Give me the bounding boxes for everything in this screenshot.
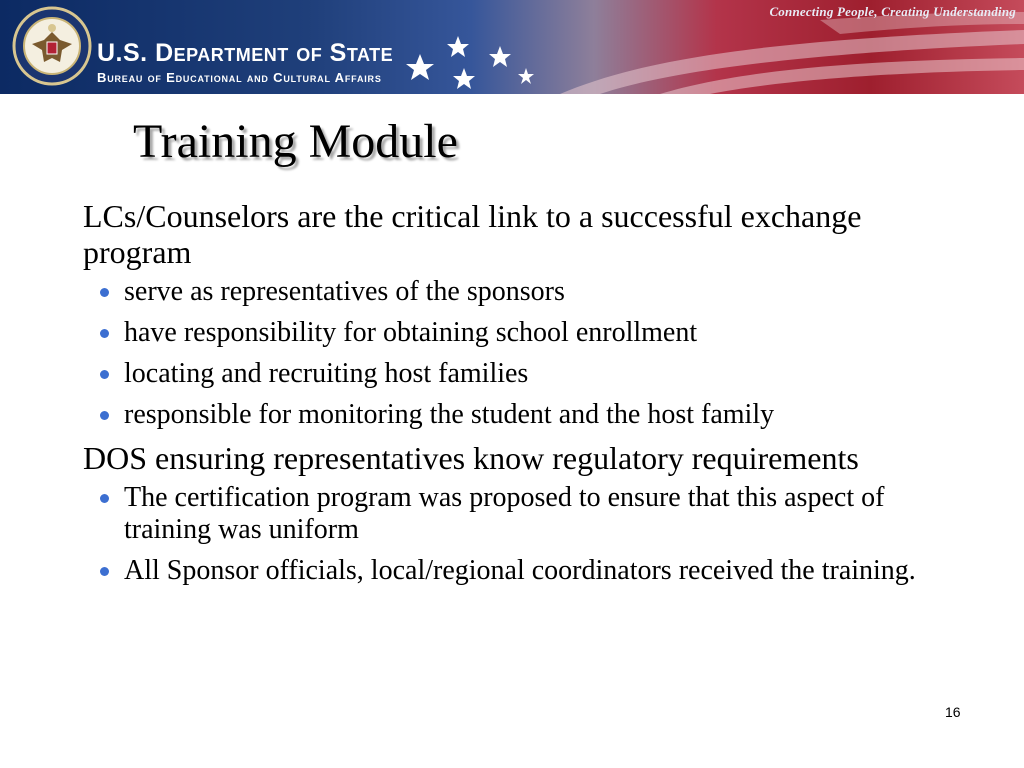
list-item-text: serve as representatives of the sponsors [124,276,565,307]
slide-content [83,198,953,596]
bullet-icon [100,494,109,503]
agency-name: U.S. Department of State [97,39,394,67]
header-banner [0,0,1024,94]
bullet-icon [100,411,109,420]
bullet-icon [100,329,109,338]
list-item [83,399,953,431]
bullet-list [83,276,953,431]
list-item [83,358,953,390]
bullet-icon [100,370,109,379]
list-item-text: locating and recruiting host families [124,358,529,389]
bullet-icon [100,288,109,297]
list-item [83,276,953,308]
list-item-text: The certification program was proposed to ensure that this aspect of training was uniform [124,482,885,545]
page-number: 16 [945,704,961,720]
list-item-text: All Sponsor officials, local/regional coordinators received the training. [124,555,916,586]
list-item [83,482,953,546]
list-item [83,317,953,349]
stars-graphic [400,28,540,94]
section-heading: LCs/Counselors are the critical link to a successful exchange program [83,198,862,270]
list-item-text: responsible for monitoring the student and the host family [124,399,775,430]
bullet-icon [100,567,109,576]
slide-title: Training Module [133,115,458,168]
tagline: Connecting People, Creating Understanding [769,4,1016,19]
section-heading: DOS ensuring representatives know regulatory requirements [83,440,859,476]
list-item [83,555,953,587]
bureau-name: Bureau of Educational and Cultural Affairs [97,70,382,85]
bullet-list [83,482,953,587]
list-item-text: have responsibility for obtaining school enrollment [124,317,698,348]
department-seal-icon [12,6,92,86]
